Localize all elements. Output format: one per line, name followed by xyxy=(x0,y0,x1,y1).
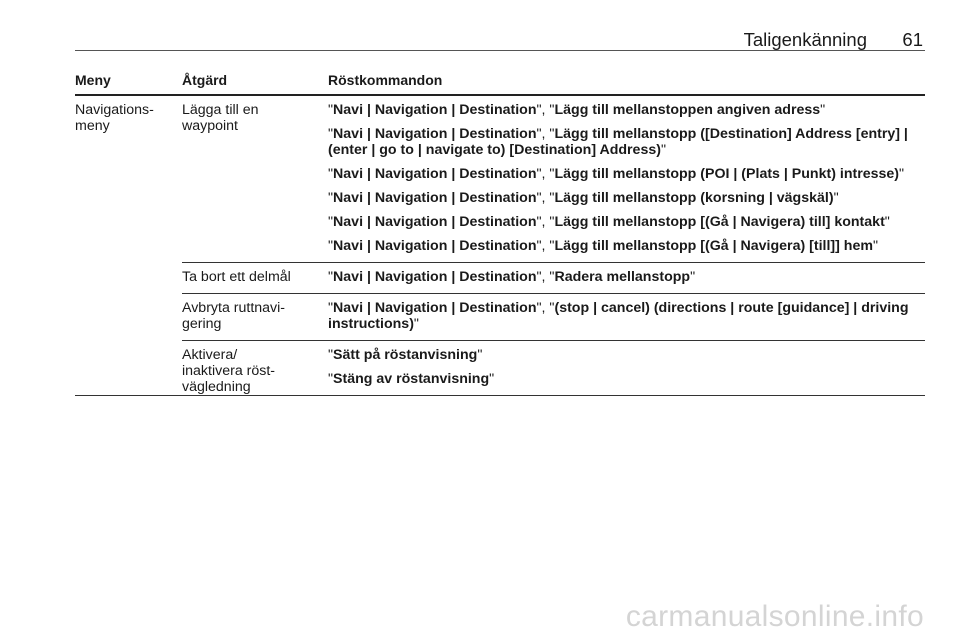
table-row xyxy=(75,95,925,263)
table-header-row xyxy=(75,72,925,95)
menu-cell xyxy=(75,263,182,294)
command-prefix: Navi | Navigation | Destination xyxy=(333,300,537,316)
column-header-menu: Meny xyxy=(75,72,182,95)
voice-command: "Navi | Navigation | Destination", "Lägg till mellanstopp [(Gå | Navigera) [till]] hem" xyxy=(328,238,879,254)
command-prefix: Navi | Navigation | Destination xyxy=(333,214,537,230)
command-phrase: Lägg till mellanstopp [(Gå | Navigera) [till]] hem xyxy=(554,238,873,254)
command-phrase: Lägg till mellanstopp (POI | (Plats | Punkt) intresse) xyxy=(554,166,900,182)
page-header xyxy=(75,30,925,51)
command-prefix: Stäng av röstanvisning xyxy=(333,371,490,387)
action-cell: Lägga till en waypoint xyxy=(182,95,328,263)
command-phrase: Radera mellanstopp xyxy=(554,269,691,285)
voice-command-table xyxy=(75,72,925,396)
table-row xyxy=(75,341,925,396)
page-title: Taligenkänning xyxy=(743,29,867,50)
menu-cell xyxy=(75,294,182,341)
command-prefix: Navi | Navigation | Destination xyxy=(333,269,537,285)
action-cell: Avbryta ruttnavi- gering xyxy=(182,294,328,341)
commands-cell xyxy=(328,263,925,294)
column-header-commands: Röstkommandon xyxy=(328,72,925,95)
watermark: carmanualsonline.info xyxy=(625,600,924,633)
voice-command: "Sätt på röstanvisning" xyxy=(328,347,483,363)
commands-cell xyxy=(328,341,925,396)
table-body xyxy=(75,95,925,396)
page-number: 61 xyxy=(902,29,923,50)
voice-command: "Navi | Navigation | Destination", "Lägg till mellanstopp [(Gå | Navigera) till] kontakt" xyxy=(328,214,890,230)
command-prefix: Navi | Navigation | Destination xyxy=(333,238,537,254)
voice-command: "Navi | Navigation | Destination", "Radera mellanstopp" xyxy=(328,269,696,285)
voice-command: "Navi | Navigation | Destination", "Lägg till mellanstopp (korsning | vägskäl)" xyxy=(328,190,839,206)
commands-cell xyxy=(328,294,925,341)
menu-cell: Navigations- meny xyxy=(75,102,154,134)
command-phrase: (stop | cancel) (directions | route [guidance] | driving instructions) xyxy=(328,300,909,332)
command-prefix: Navi | Navigation | Destination xyxy=(333,102,537,118)
table-row xyxy=(75,263,925,294)
column-header-action: Åtgärd xyxy=(182,72,328,95)
command-phrase: Lägg till mellanstopp [(Gå | Navigera) till] kontakt xyxy=(554,214,885,230)
voice-command: "Navi | Navigation | Destination", "Lägg till mellanstoppen angiven adress" xyxy=(328,102,826,118)
action-cell: Aktivera/ inaktivera röst- vägledning xyxy=(182,341,328,396)
table-row xyxy=(75,294,925,341)
voice-command: "Navi | Navigation | Destination", "(stop | cancel) (directions | route [guidance] | driving instructions)" xyxy=(328,300,909,332)
command-phrase: Lägg till mellanstoppen angiven adress xyxy=(554,102,821,118)
commands-cell xyxy=(328,95,925,263)
voice-command: "Navi | Navigation | Destination", "Lägg till mellanstopp ([Destination] Address [entry] | (enter | go to | navigate to) [Destination] Address)" xyxy=(328,126,908,158)
voice-command: "Stäng av röstanvisning" xyxy=(328,371,495,387)
command-phrase: Lägg till mellanstopp ([Destination] Address [entry] | (enter | go to | navigate to) [Destination] Address) xyxy=(328,126,908,158)
action-cell: Ta bort ett delmål xyxy=(182,263,328,294)
voice-command: "Navi | Navigation | Destination", "Lägg till mellanstopp (POI | (Plats | Punkt) intresse)" xyxy=(328,166,905,182)
command-prefix: Navi | Navigation | Destination xyxy=(333,190,537,206)
command-prefix: Navi | Navigation | Destination xyxy=(333,126,537,142)
command-phrase: Lägg till mellanstopp (korsning | vägskäl) xyxy=(554,190,834,206)
command-prefix: Navi | Navigation | Destination xyxy=(333,166,537,182)
command-prefix: Sätt på röstanvisning xyxy=(333,347,478,363)
menu-cell xyxy=(75,341,182,396)
